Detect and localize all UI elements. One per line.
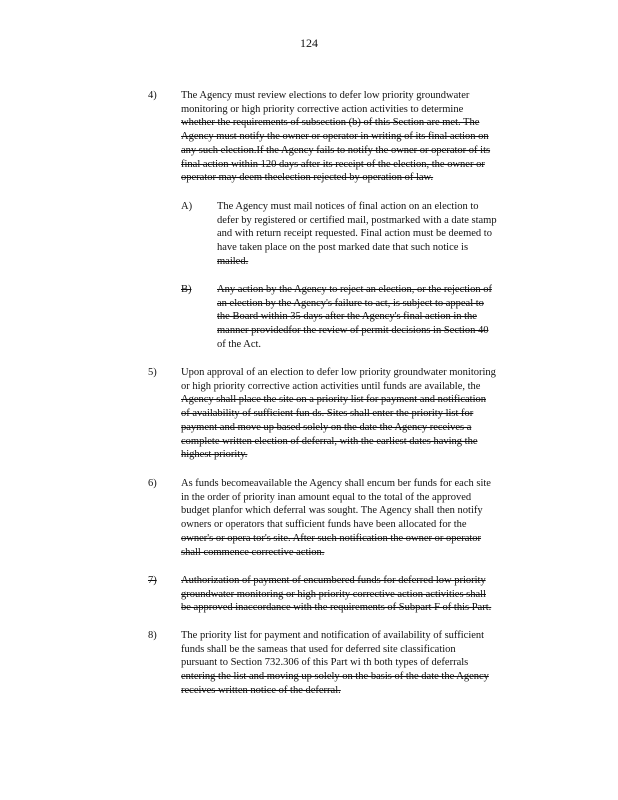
text-line: The priority list for payment and notification of availability of sufficient xyxy=(181,630,485,641)
item-text xyxy=(181,574,533,615)
text-line: Upon approval of an election to defer low priority groundwater monitoring xyxy=(181,367,496,378)
text-line: owners or operators that sufficient funds have been allocated for the xyxy=(181,519,467,531)
item-text xyxy=(181,89,533,185)
item-number: 6) xyxy=(148,478,157,489)
item-number: B) xyxy=(181,284,192,295)
deleted-text-line: shall commence corrective action. xyxy=(181,546,325,558)
item-text xyxy=(217,200,533,269)
deleted-text-line: mailed. xyxy=(217,255,249,267)
text-line: defer by registered or certified mail, postmarked with a date stamp xyxy=(217,214,497,226)
deleted-text-line: final action within 120 days after its receipt of the election, the owner or xyxy=(181,158,485,170)
deleted-text-line: payment and move up based solely on the date the Agency receives a xyxy=(181,421,472,433)
deleted-text-line: groundwater monitoring or high priority corrective action activities shall xyxy=(181,588,486,600)
deleted-text-line: an election by the Agency's failure to act, is subject to appeal to xyxy=(217,297,484,309)
deleted-text-line: Authorization of payment of encumbered funds for deferred low priority xyxy=(181,575,486,586)
deleted-text-line: whether the requirements of subsection (b) of this Section are met. The xyxy=(181,117,480,129)
deleted-text-line: of availability of sufficient fun ds. Sites shall enter the priority list for xyxy=(181,408,474,420)
text-line: pursuant to Section 732.306 of this Part wi th both types of deferrals xyxy=(181,657,469,669)
deleted-text-line: manner providedfor the review of permit decisions in Section 40 xyxy=(217,325,489,337)
item-number: A) xyxy=(181,201,193,212)
item-text xyxy=(217,283,533,352)
item-number: 7) xyxy=(148,575,157,586)
deleted-text-line: any such election.If the Agency fails to notify the owner or operator of its xyxy=(181,144,491,156)
deleted-text-line: Agency shall place the site on a priority list for payment and notification xyxy=(181,394,486,406)
item-text xyxy=(181,366,536,462)
text-line: of the Act. xyxy=(217,338,262,350)
text-line: or high priority corrective action activities until funds are available, the xyxy=(181,380,481,392)
deleted-text-line: entering the list and moving up solely on the basis of the date the Agency xyxy=(181,671,489,683)
deleted-text-line: operator may deem theelection rejected by operation of law. xyxy=(181,172,434,184)
item-text xyxy=(181,629,529,698)
text-line: monitoring or high priority corrective action activities to determine xyxy=(181,103,464,115)
item-number: 5) xyxy=(148,367,157,378)
text-line: funds shall be the sameas that used for deferred site classification xyxy=(181,643,456,655)
text-line: budget planfor which deferral was sought. The Agency shall then notify xyxy=(181,505,483,517)
text-line: have taken place on the post marked date that such notice is xyxy=(217,242,469,254)
page-number: 124 xyxy=(300,36,318,50)
deleted-text-line: Agency must notify the owner or operator in writing of its final action on xyxy=(181,131,489,143)
item-number: 8) xyxy=(148,630,157,641)
text-line: As funds becomeavailable the Agency shall encum ber funds for each site xyxy=(181,478,491,489)
deleted-text-line: the Board within 35 days after the Agency's final action in the xyxy=(217,311,477,323)
deleted-text-line: owner's or opera tor's site. After such notification the owner or operator xyxy=(181,532,482,544)
deleted-text-line: be approved inaccordance with the requirements of Subpart F of this Part. xyxy=(181,602,492,614)
deleted-text-line: receives written notice of the deferral. xyxy=(181,684,341,696)
deleted-text-line: Any action by the Agency to reject an election, or the rejection of xyxy=(217,284,492,295)
text-line: and with return receipt requested. Final action must be deemed to xyxy=(217,228,492,240)
text-line: The Agency must mail notices of final action on an election to xyxy=(217,201,479,212)
text-line: in the order of priority inan amount equal to the total of the approved xyxy=(181,491,472,503)
text-line: The Agency must review elections to defer low priority groundwater xyxy=(181,90,470,101)
deleted-text-line: complete written election of deferral, with the earliest dates having the xyxy=(181,435,478,447)
item-text xyxy=(181,477,527,559)
item-number: 4) xyxy=(148,90,157,101)
deleted-text-line: highest priority. xyxy=(181,449,248,461)
